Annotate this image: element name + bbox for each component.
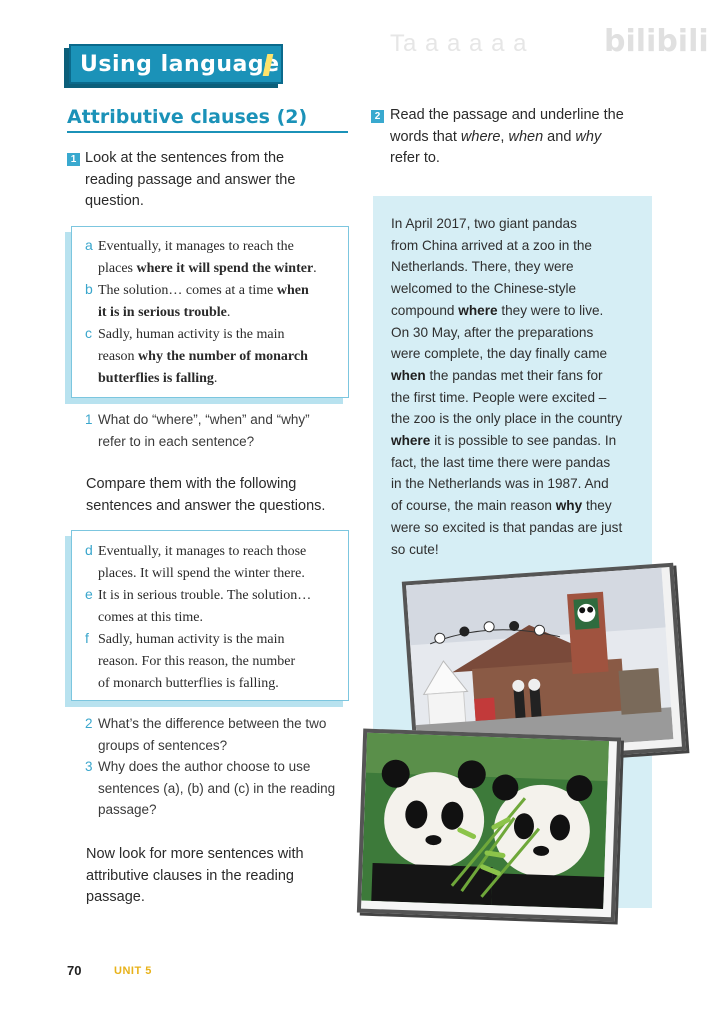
passage-line — [391, 343, 641, 365]
example-line: comes at this time. — [98, 609, 203, 625]
relative-word: when — [391, 367, 426, 383]
closing-instruction — [86, 844, 304, 909]
instruction-line: question. — [85, 193, 144, 209]
passage-text: fact, the last time there were pandas — [391, 454, 611, 470]
watermark-text: Ta a a a a a — [390, 30, 528, 57]
instruction-line: words that where, when and why — [390, 128, 602, 145]
passage-line — [391, 213, 641, 235]
passage-text: Netherlands. There, they were — [391, 259, 574, 275]
passage-line — [391, 517, 641, 539]
example-line: c Sadly, human activity is the main — [85, 325, 285, 343]
relative-word: where — [458, 302, 498, 318]
example-line: f Sadly, human activity is the main — [85, 630, 285, 648]
example-line: e It is in serious trouble. The solution… — [85, 586, 312, 604]
passage-text: the zoo is the only place in the country — [391, 411, 623, 427]
photo-pandas — [357, 729, 621, 922]
instruction-line: Compare them with the following — [86, 476, 297, 492]
bold-clause: butterflies is falling — [98, 370, 214, 386]
passage-line — [391, 387, 641, 409]
passage-text: the first time. People were excited – — [391, 389, 607, 405]
bold-clause: why the number of monarch — [138, 348, 308, 364]
relative-word: why — [555, 498, 583, 514]
instruction-line: Now look for more sentences with — [86, 846, 304, 862]
instruction-line: Read the passage and underline the — [390, 107, 624, 123]
activity-2-badge: 2 — [371, 110, 384, 123]
bold-clause: it is in serious trouble — [98, 304, 227, 320]
example-line: a Eventually, it manages to reach the — [85, 237, 294, 254]
instruction-line: passage. — [86, 889, 145, 905]
passage-line — [391, 322, 641, 344]
unit-label: UNIT 5 — [114, 965, 152, 977]
bold-clause: when — [276, 283, 309, 299]
example-line: reason. For this reason, the number — [98, 653, 296, 669]
question-line: 1 What do “where”, “when” and “why” — [85, 412, 310, 427]
question-line: sentences (a), (b) and (c) in the reading — [98, 780, 336, 796]
question-2-3 — [85, 713, 335, 821]
reading-passage — [391, 213, 641, 560]
passage-text: welcomed to the Chinese-style — [391, 281, 577, 297]
passage-line — [391, 408, 641, 430]
example-line: d Eventually, it manages to reach those — [85, 542, 307, 559]
instruction-line: refer to. — [390, 150, 440, 166]
passage-line — [391, 365, 641, 387]
passage-text: it is possible to see pandas. In — [430, 433, 617, 449]
page-number: 70 — [67, 963, 82, 978]
question-line: passage? — [98, 802, 157, 817]
examples-abc — [85, 235, 317, 389]
instruction-line: sentences and answer the questions. — [86, 497, 326, 514]
activity-2-instruction — [390, 105, 624, 170]
banner-mark-icon — [263, 54, 274, 76]
passage-line — [391, 473, 641, 495]
watermark-logo: bilibili — [604, 24, 709, 59]
question-line: 3 Why does the author choose to use — [85, 759, 311, 774]
passage-text: they — [582, 498, 612, 514]
passage-text: were complete, the day finally came — [391, 346, 608, 362]
question-line: 2 What’s the difference between the two — [85, 716, 327, 731]
instruction-line: attributive clauses in the reading — [86, 867, 294, 884]
zoo-entrance-image — [406, 568, 673, 757]
passage-line — [391, 256, 641, 278]
example-line: reason why the number of monarch — [98, 348, 308, 364]
passage-text: in the Netherlands was in 1987. And — [391, 476, 609, 492]
passage-line — [391, 278, 641, 300]
passage-text: were so excited is that pandas are just — [391, 519, 623, 535]
passage-text: of course, the main reason — [391, 498, 556, 514]
passage-text: so cute! — [391, 541, 439, 557]
question-1 — [85, 409, 310, 452]
example-line: it is in serious trouble. — [98, 304, 231, 320]
example-line: b The solution… comes at a time when — [85, 281, 309, 299]
passage-line — [391, 495, 641, 517]
passage-text: from China arrived at a zoo in the — [391, 237, 592, 253]
instruction-line: Look at the sentences from the — [85, 150, 285, 166]
instruction-line: reading passage and answer the — [85, 171, 296, 188]
activity-1-badge: 1 — [67, 153, 80, 166]
example-line: places where it will spend the winter. — [98, 260, 317, 276]
banner-title: Using language — [80, 52, 280, 77]
question-line: groups of sentences? — [98, 737, 228, 753]
compare-instruction — [86, 474, 325, 517]
section-banner — [69, 44, 283, 84]
bold-clause: where it will spend the winter — [136, 260, 314, 276]
pandas-image — [361, 733, 609, 909]
relative-word: where — [391, 433, 431, 449]
question-line: refer to in each sentence? — [98, 433, 255, 449]
passage-text: they were to live. — [497, 302, 604, 318]
passage-line — [391, 300, 641, 322]
passage-line — [391, 539, 641, 561]
activity-1-instruction — [85, 148, 295, 213]
passage-line — [391, 452, 641, 474]
example-line: of monarch butterflies is falling. — [98, 675, 279, 691]
section-title: Attributive clauses (2) — [67, 106, 308, 128]
example-line: places. It will spend the winter there. — [98, 565, 305, 581]
passage-text: On 30 May, after the preparations — [391, 324, 594, 340]
example-line: butterflies is falling. — [98, 370, 218, 386]
passage-text: the pandas met their fans for — [425, 367, 603, 383]
passage-text: In April 2017, two giant pandas — [391, 216, 577, 231]
examples-def — [85, 540, 311, 694]
passage-line — [391, 430, 641, 452]
passage-text: compound — [391, 302, 459, 318]
section-rule — [67, 131, 348, 133]
passage-line — [391, 235, 641, 257]
